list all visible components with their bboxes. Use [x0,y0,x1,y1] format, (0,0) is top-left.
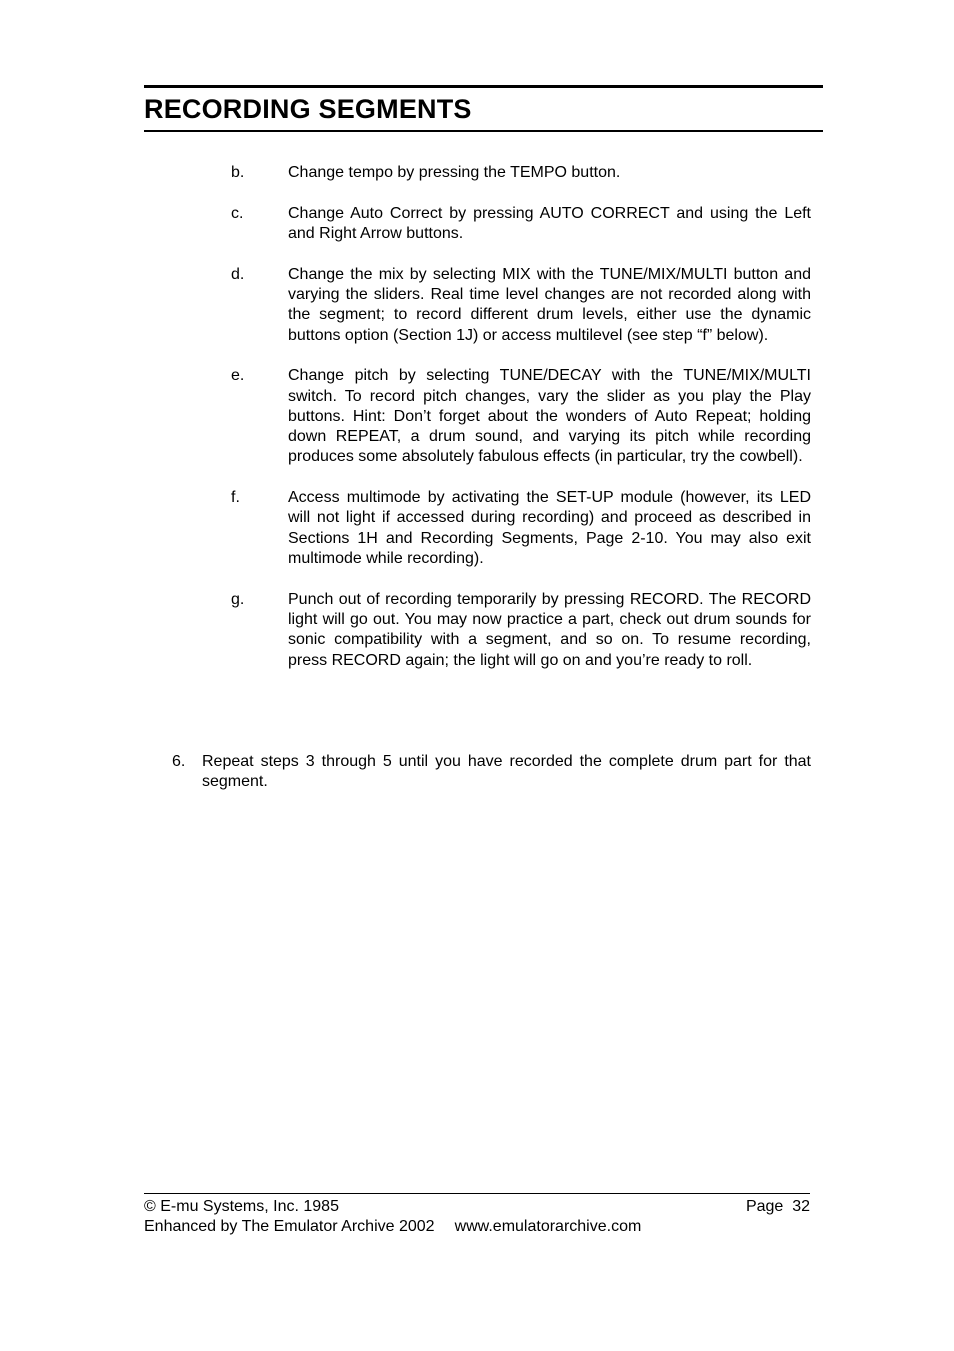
step-text: Repeat steps 3 through 5 until you have recorded the complete drum part for that segment. [202,753,811,791]
substep-text: Change the mix by selecting MIX with the TUNE/MIX/MULTI button and varying the sliders. Real time level changes are not recorded along with the segment; to record different drum levels, either use the dynamic buttons option (Section 1J) or access multilevel (see step “f” below). [288,265,811,344]
substep-text: Access multimode by activating the SET-UP module (however, its LED will not light if accessed during recording) and proceed as described in Sections 1H and Recording Segments, Page 2-10. You may also exit multimode while recording). [288,489,811,568]
substep-c [231,204,811,245]
substep-letter: b. [231,164,245,181]
step-6 [172,752,811,793]
substep-letter: e. [231,367,245,385]
substep-d [231,265,811,346]
substep-b [231,163,811,183]
page-footer [144,1193,810,1237]
footer-row-2 [144,1217,810,1237]
page-number: Page 32 [745,1198,810,1215]
substep-letter: d. [231,265,245,283]
substep-text: Change tempo by pressing the TEMPO button. [288,164,621,181]
substep-text: Change pitch by selecting TUNE/DECAY with the TUNE/MIX/MULTI switch. To record pitch changes, vary the slider as you play the Play buttons. Hint: Don’t forget about the wonders of Auto Repeat; holding down REPEAT, a drum sound, and varying its pitch while recording produces some absolutely fabulous effects (in particular, try the cowbell). [288,367,811,466]
substep-f [231,488,811,569]
page-header [144,85,823,132]
substep-text: Change Auto Correct by pressing AUTO CORRECT and using the Left and Right Arrow buttons. [288,204,811,242]
page-title: RECORDING SEGMENTS [144,94,472,124]
website-url: www.emulatorarchive.com [454,1218,642,1235]
step-number: 6. [172,753,186,770]
enhanced-credit: Enhanced by The Emulator Archive 2002 [144,1218,435,1235]
substep-text: Punch out of recording temporarily by pressing RECORD. The RECORD light will go out. You may now practice a part, check out drum sounds for sonic compatibility with a segment, and so on. To resume recording, press RECORD again; the light will go on and you’re ready to roll. [288,590,811,669]
substep-letter: f. [231,489,240,507]
footer-row-1 [144,1197,810,1217]
substep-letter: g. [231,590,245,608]
substep-e [231,366,811,467]
substep-list [231,163,811,691]
substep-g [231,590,811,671]
copyright-text: © E-mu Systems, Inc. 1985 [144,1198,339,1215]
substep-letter: c. [231,204,244,222]
